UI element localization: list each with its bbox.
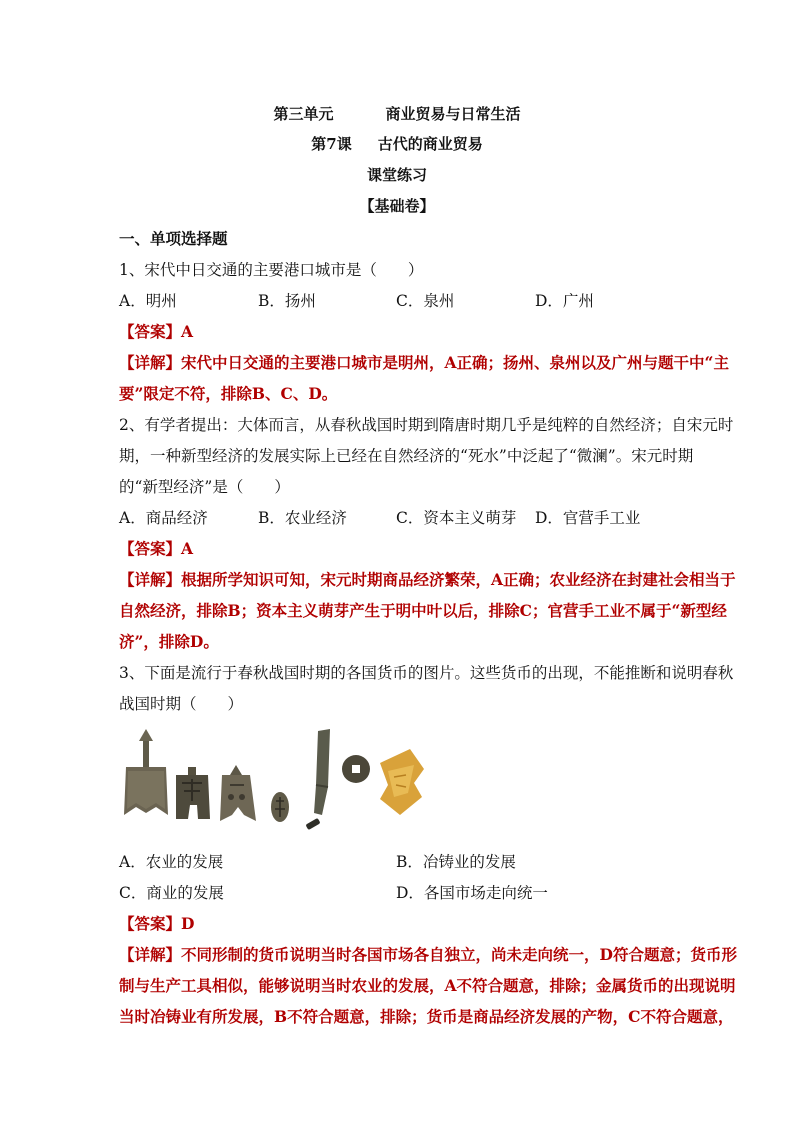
detail-text: 根据所学知识可知，宋元时期商品经济繁荣，A正确；农业经济在封建社会相当于 [181,570,736,589]
q2-detail-line-2: 自然经济，排除B；资本主义萌芽产生于明中叶以后，排除C；官营手工业不属于“新型经 [119,601,727,620]
unit-heading [0,104,794,124]
gold-plate-coin-icon [380,749,424,815]
practice-heading: 课堂练习 [366,166,427,184]
unit-title: 商业贸易与日常生活 [385,105,521,123]
q2-option-b: B．农业经济 [258,509,347,527]
q2-option-c: C．资本主义萌芽 [396,509,517,527]
detail-text: 不同形制的货币说明当时各国市场各自独立，尚未走向统一，D符合题意；货币形 [181,945,737,964]
answer-value: D [181,914,195,933]
q2-option-a: A．商品经济 [119,509,208,527]
q3-detail-line-3: 当时冶铸业有所发展，B不符合题意，排除；货币是商品经济发展的产物，C不符合题意， [119,1007,734,1026]
q1-stem: 1、宋代中日交通的主要港口城市是（ ） [119,261,424,279]
level-heading: 【基础卷】 [359,197,435,215]
lesson-number: 第7课 [311,135,352,153]
section-heading: 一、单项选择题 [119,229,228,248]
answer-tag: 【答案】 [119,322,182,341]
lesson-title: 古代的商业贸易 [377,135,483,153]
q3-answer [119,914,194,934]
q2-answer [119,539,193,559]
q3-option-c: C．商业的发展 [119,884,224,902]
detail-tag: 【详解】 [119,353,182,372]
q1-option-a: A．明州 [119,292,177,310]
q2-detail-line-3: 济”，排除D。 [119,632,219,651]
round-coin-icon [342,755,370,783]
q3-option-b: B．冶铸业的发展 [396,853,516,871]
ancient-coins-image [118,727,438,837]
pointed-spade-coin-icon [220,765,256,821]
q2-stem-line-3: 的“新型经济”是（ ） [119,478,290,496]
q3-option-a: A．农业的发展 [119,853,224,871]
spade-coin-icon [124,729,168,815]
q1-answer [119,322,193,342]
answer-value: A [181,539,194,558]
q1-detail-line-2: 要”限定不符，排除B、C、D。 [119,384,338,403]
q2-detail-line-1 [119,570,736,590]
detail-text: 宋代中日交通的主要港口城市是明州，A正确；扬州、泉州以及广州与题干中“主 [181,353,729,372]
ant-nose-coin-icon [271,792,289,822]
detail-tag: 【详解】 [119,570,182,589]
q2-stem-line-1: 2、有学者提出：大体而言，从春秋战国时期到隋唐时期几乎是纯粹的自然经济；自宋元时 [119,416,734,434]
q1-option-d: D．广州 [535,292,594,310]
knife-coin-icon [305,729,330,830]
q3-option-d: D．各国市场走向统一 [396,884,548,902]
q2-option-d: D．官营手工业 [535,509,641,527]
q2-stem-line-2: 期，一种新型经济的发展实际上已经在自然经济的“死水”中泛起了“微澜”。宋元时期 [119,447,694,465]
square-spade-coin-icon [176,767,210,819]
q3-detail-line-2: 制与生产工具相似，能够说明当时农业的发展，A不符合题意，排除；金属货币的出现说明 [119,976,736,995]
answer-tag: 【答案】 [119,539,182,558]
answer-tag: 【答案】 [119,914,182,933]
unit-number: 第三单元 [273,105,334,123]
detail-tag: 【详解】 [119,945,182,964]
q3-detail-line-1 [119,945,737,965]
q1-option-b: B．扬州 [258,292,316,310]
q1-detail-line-1 [119,353,729,373]
lesson-heading [0,134,794,154]
q3-stem-line-2: 战国时期（ ） [119,695,244,713]
q1-option-c: C．泉州 [396,292,455,310]
answer-value: A [181,322,194,341]
q3-stem-line-1: 3、下面是流行于春秋战国时期的各国货币的图片。这些货币的出现，不能推断和说明春秋 [119,664,734,682]
